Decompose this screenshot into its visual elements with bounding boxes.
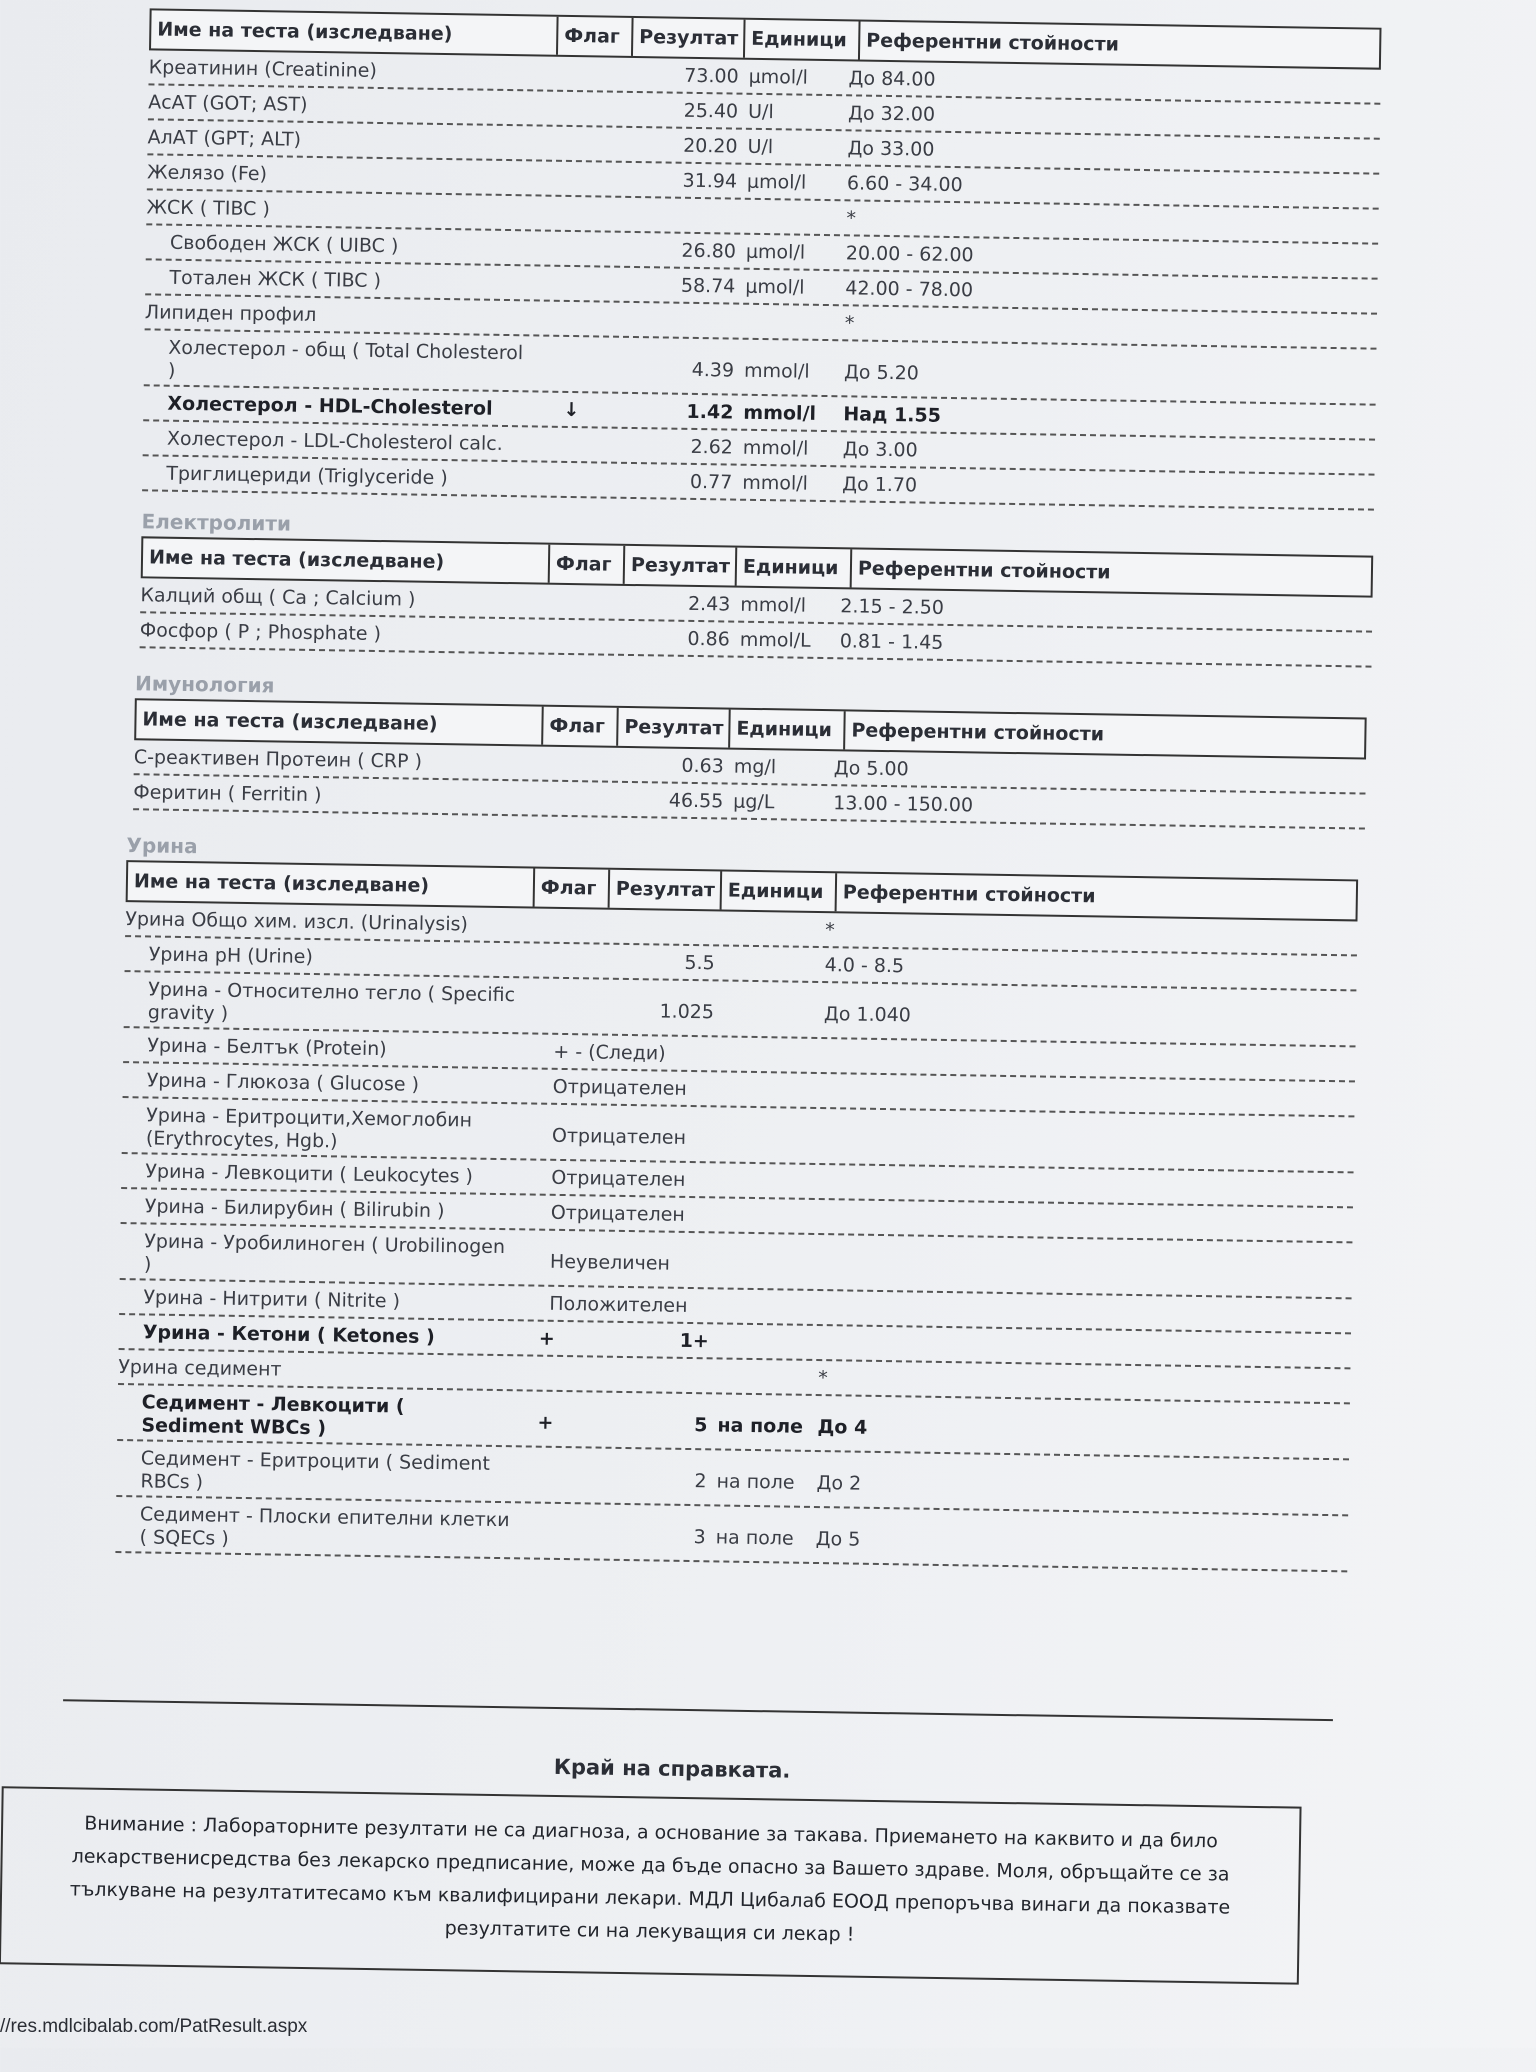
flag-value: + xyxy=(537,1411,554,1434)
result-value: 2 xyxy=(694,1470,707,1493)
test-name: Свободен ЖСК ( UIBC ) xyxy=(169,231,399,258)
reference-value: * xyxy=(844,312,855,335)
section-title: Имунология xyxy=(134,671,275,698)
reference-value: 20.00 - 62.00 xyxy=(845,242,974,267)
test-name: Феритин ( Ferritin ) xyxy=(133,781,322,807)
test-name: Липиден профил xyxy=(144,301,317,327)
unit-value: mg/l xyxy=(733,755,777,779)
result-value: 0.77 xyxy=(689,470,733,494)
reference-value: До 32.00 xyxy=(847,102,936,126)
reference-value: До 1.70 xyxy=(842,473,918,497)
unit-value: U/l xyxy=(747,100,774,124)
result-value: Неувеличен xyxy=(549,1250,671,1275)
header-units: Единици xyxy=(735,548,851,588)
test-name: АсАТ (GOT; AST) xyxy=(148,91,308,116)
test-name: Урина - Левкоцити ( Leukocytes ) xyxy=(145,1160,474,1188)
result-value: Отрицателен xyxy=(551,1124,687,1149)
result-value: Отрицателен xyxy=(550,1201,685,1226)
reference-value: До 3.00 xyxy=(842,438,918,462)
reference-value: До 84.00 xyxy=(848,67,936,91)
unit-value: mmol/l xyxy=(743,401,817,425)
test-name: Холестерол - LDL-Cholesterol calc. xyxy=(166,427,503,455)
disclaimer-box xyxy=(0,1786,1302,1984)
unit-value: mmol/l xyxy=(743,359,810,383)
test-name: Урина - Уробилиноген ( Urobilinogen ) xyxy=(143,1230,506,1276)
section-urine xyxy=(115,830,1358,1572)
header-name: Име на теста (изследване) xyxy=(148,546,445,574)
results-table xyxy=(115,902,1357,1572)
reference-value: 13.00 - 150.00 xyxy=(833,792,974,817)
reference-value: До 5.20 xyxy=(843,361,920,385)
section-title: Урина xyxy=(126,833,198,859)
result-value: 4.39 xyxy=(691,358,735,382)
header-name: Име на теста (изследване) xyxy=(142,708,438,735)
header-flag: Флаг xyxy=(556,17,632,56)
end-of-report-title: Край на справката. xyxy=(553,1754,791,1783)
test-name: Урина - Нитрити ( Nitrite ) xyxy=(143,1286,401,1313)
test-name: Седимент - Плоски епителни клетки ( SQECs ) xyxy=(139,1503,510,1550)
result-value: 0.86 xyxy=(687,627,730,651)
test-name: Урина - Глюкоза ( Glucose ) xyxy=(146,1069,420,1096)
header-flag: Флаг xyxy=(533,868,609,907)
test-name: Седимент - Еритроцити ( Sediment RBCs ) xyxy=(140,1447,491,1494)
reference-value: До 33.00 xyxy=(847,137,935,161)
section-biochemistry xyxy=(142,8,1381,510)
result-value: 2.62 xyxy=(690,435,734,459)
section-immunology xyxy=(133,668,1367,829)
header-reference: Референтни стойности xyxy=(858,21,1380,67)
reference-value: До 2 xyxy=(816,1472,862,1495)
result-value: Отрицателен xyxy=(551,1166,686,1191)
header-reference: Референтни стойности xyxy=(835,873,1357,919)
test-name: АлАТ (GPT; ALT) xyxy=(147,126,302,151)
unit-value: mmol/l xyxy=(742,436,809,460)
page-url: //res.mdlcibalab.com/PatResult.aspx xyxy=(0,2016,308,2037)
header-result: Резултат xyxy=(631,18,744,58)
test-name: Холестерол - HDL-Cholesterol xyxy=(167,392,493,420)
test-name: Триглицериди (Triglyceride ) xyxy=(166,462,448,490)
result-value: 1.025 xyxy=(659,1000,715,1024)
result-value: Положителен xyxy=(549,1292,688,1317)
reference-value: До 5 xyxy=(815,1528,861,1551)
section-electrolytes xyxy=(140,506,1374,667)
unit-value: mmol/L xyxy=(739,628,811,652)
header-units: Единици xyxy=(720,871,836,911)
header-result: Резултат xyxy=(623,546,736,586)
reference-value: До 5.00 xyxy=(833,757,909,781)
unit-value: µmol/l xyxy=(745,240,806,264)
results-table xyxy=(142,50,1381,510)
unit-value: на поле xyxy=(716,1470,795,1494)
test-name: Урина Общо хим. изсл. (Urinalysis) xyxy=(125,908,469,936)
result-value: 3 xyxy=(693,1526,706,1549)
unit-value: µmol/l xyxy=(746,170,807,194)
reference-value: * xyxy=(846,207,857,230)
result-value: 46.55 xyxy=(668,789,724,813)
unit-value: mmol/l xyxy=(742,471,809,495)
result-value: 31.94 xyxy=(682,169,738,193)
flag-value: ↓ xyxy=(563,398,580,422)
unit-value: на поле xyxy=(715,1526,794,1550)
end-divider xyxy=(63,1699,1333,1721)
unit-value: U/l xyxy=(747,135,774,159)
result-value: 0.63 xyxy=(681,754,725,778)
header-flag: Флаг xyxy=(541,707,617,746)
test-name: Седимент - Левкоцити ( Sediment WBCs ) xyxy=(141,1391,405,1440)
test-name: Урина pH (Urine) xyxy=(148,943,314,969)
disclaimer-text: Внимание : Лабораторните резултати не са диагноза, а основание за такава. Приемането на каквито и да било лекарственисредства без лекарско предписание, може да бъде опасно за Вашето здраве. Моля, обръщайте се за тълкуване на резултатитесамо към квалифицирани лекари. МДЛ Цибалаб ЕООД препоръчва винаги да показвате резултатите си на лекуващия си лекар ! xyxy=(69,1812,1231,1946)
reference-value: * xyxy=(825,919,835,942)
header-name: Име на теста (изследване) xyxy=(133,870,430,897)
test-name: Креатинин (Creatinine) xyxy=(148,56,378,82)
result-value: 2.43 xyxy=(687,592,731,616)
header-flag: Флаг xyxy=(548,545,624,584)
flag-value: + xyxy=(538,1327,555,1350)
header-name: Име на теста (изследване) xyxy=(157,18,453,46)
section-title: Електролити xyxy=(141,509,292,536)
reference-value: 2.15 - 2.50 xyxy=(840,595,945,619)
header-reference: Референтни стойности xyxy=(850,549,1372,595)
reference-value: 0.81 - 1.45 xyxy=(839,630,944,654)
test-name: Холестерол - общ ( Total Cholesterol ) xyxy=(167,336,524,382)
result-value: 25.40 xyxy=(683,99,739,123)
result-value: 5.5 xyxy=(684,951,715,975)
result-value: 58.74 xyxy=(680,274,736,298)
unit-value: mmol/l xyxy=(740,593,807,617)
header-result: Резултат xyxy=(608,870,721,910)
test-name: Урина - Относително тегло ( Specific gravity ) xyxy=(147,978,516,1025)
reference-value: До 1.040 xyxy=(823,1003,912,1027)
result-value: 20.20 xyxy=(682,134,738,158)
unit-value: на поле xyxy=(717,1414,804,1438)
test-name: Тотален ЖСК ( TIBC ) xyxy=(169,266,382,293)
test-name: Фосфор ( P ; Phosphate ) xyxy=(139,619,382,646)
result-value: 73.00 xyxy=(684,64,739,88)
header-units: Единици xyxy=(728,710,844,750)
reference-value: * xyxy=(818,1367,828,1390)
reference-value: 42.00 - 78.00 xyxy=(845,277,974,302)
test-name: Урина - Билирубин ( Bilirubin ) xyxy=(144,1195,445,1223)
test-name: Калций общ ( Ca ; Calcium ) xyxy=(140,584,416,611)
result-value: + - (Следи) xyxy=(553,1040,666,1065)
result-value: 5 xyxy=(694,1414,708,1437)
result-value: 26.80 xyxy=(681,239,737,263)
result-value: 1+ xyxy=(679,1329,709,1353)
header-units: Единици xyxy=(743,20,859,60)
unit-value: µmol/l xyxy=(748,65,809,89)
reference-value: 6.60 - 34.00 xyxy=(846,172,963,197)
test-name: Урина - Еритроцити,Хемоглобин (Erythrocytes, Hgb.) xyxy=(145,1104,473,1153)
header-result: Резултат xyxy=(616,708,729,748)
test-name: С-реактивен Протеин ( CRP ) xyxy=(133,746,423,773)
result-value: 1.42 xyxy=(686,400,734,424)
test-name: ЖСК ( TIBC ) xyxy=(146,196,271,221)
reference-value: Над 1.55 xyxy=(843,403,942,427)
unit-value: µg/L xyxy=(733,790,775,814)
header-reference: Референтни стойности xyxy=(843,711,1365,757)
test-name: Урина - Кетони ( Ketones ) xyxy=(142,1321,435,1348)
test-name: Желязо (Fe) xyxy=(146,161,268,186)
test-name: Урина седимент xyxy=(118,1356,282,1381)
test-name: Урина - Белтък (Protein) xyxy=(147,1034,387,1061)
result-value: Отрицателен xyxy=(552,1075,687,1100)
reference-value: До 4 xyxy=(817,1416,868,1439)
unit-value: µmol/l xyxy=(745,275,805,299)
reference-value: 4.0 - 8.5 xyxy=(824,954,905,978)
